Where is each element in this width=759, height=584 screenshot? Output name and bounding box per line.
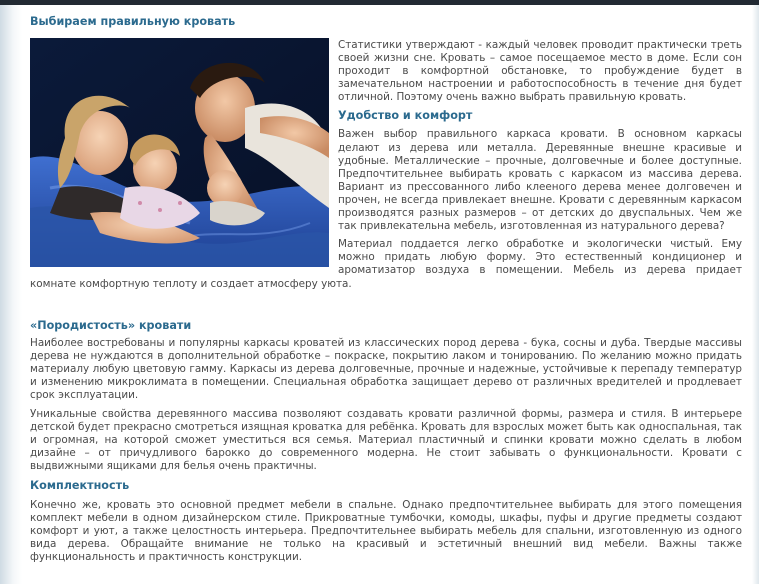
breed-paragraph-2: Уникальные свойства деревянного массива позволяют создавать кровати различной формы, размера и стиля. В интерьере детской будет прекрасно смотреться изящная кроватка для ребёнка. Кровать для взрослых может быть как односпальная, так и огромная, на которой сможет уместиться вся семья. Материал пластичный и спинки кровати можно сделать в любом дизайне – от причудливого барокко до современного модерна. Не стоит забывать о функциональности. Кровати с выдвижными ящиками для белья очень практичны. [30,408,743,473]
comfort-heading: Удобство и комфорт [338,109,473,123]
breed-paragraph-1: Наиболее востребованы и популярны каркасы кроватей из классических пород дерева - бука, сосны и дуба. Твердые массивы дерева не нуждаются в дополнительной обработке – покраске, покрытию лаком и тонированию. По желанию можно придать материалу любую цветовую гамму. Каркасы из дерева долговечные, прочные и надежные, устойчивые к перепаду температур и изменению микроклимата в помещении. Специальная обработка защищает дерево от различных вредителей и продлевает срок эксплуатации. [30,336,742,401]
breed-heading: «Породистость» кровати [30,318,192,332]
set-heading: Комплектность [30,478,130,492]
article-content [22,5,752,584]
family-sleeping-photo [30,38,329,267]
left-rail [0,5,22,584]
comfort-paragraph-2: Материал поддается легко обработке и экологически чистый. Ему можно придать любую форму. Это естественный кондиционер и ароматизатор воздуха в помещении. Мебель из дерева придает комнате комфортную теплоту и создает атмосферу уюта. [30,238,742,290]
article-title: Выбираем правильную кровать [30,15,236,28]
intro-paragraph: Статистики утверждают - каждый человек проводит практически треть своей жизни сне. Кровать – самое посещаемое место в доме. Если сон проходит в комфортной обстановке, то пробуждение будет в замечательном настроении и работоспособность в течение дня будет отличной. Поэтому очень важно выбрать правильную кровать. [338,39,742,104]
right-rail [752,5,759,584]
set-paragraph-1: Конечно же, кровать это основной предмет мебели в спальне. Однако предпочтительнее выбирать для этого помещения комплект мебели в одном дизайнерском стиле. Прикроватные тумбочки, комоды, шкафы, пуфы и другие предметы создают комфорт и уют, а также целостность интерьера. Предпочтительнее выбирать мебель для спальни, изготовленную из одного вида дерева. Обращайте внимание не только на красивый и эстетичный внешний вид мебели. Важны также функциональность и практичность конструкции. [30,498,742,563]
comfort-paragraph-1: Важен выбор правильного каркаса кровати. В основном каркасы делают из дерева или металла. Деревянные внешне красивые и удобные. Металлические – прочные, долговечные и более доступные. Предпочтительнее выбирать кровать с каркасом из массива дерева. Вариант из прессованного либо клееного дерева менее долговечен и прочен, не всегда привлекает внешне. Кровати с деревянным каркасом производятся разных размеров – от детских до двуспальных. Чем же так привлекательна мебель, изготовленная из натурального дерева? [338,128,742,233]
